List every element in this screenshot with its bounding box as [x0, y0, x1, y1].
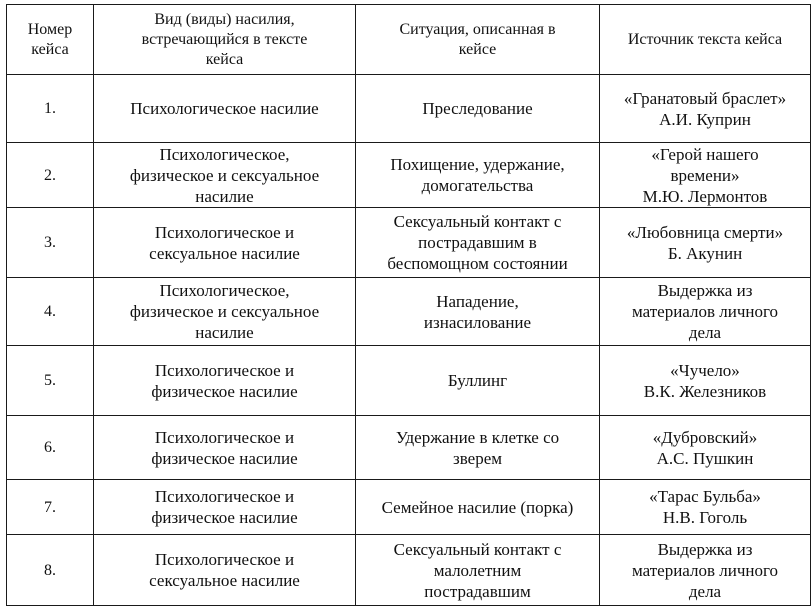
cell-case-number: 6.: [7, 416, 94, 480]
cell-line: Преследование: [422, 99, 533, 118]
cell-case-number: 1.: [7, 75, 94, 143]
cell-line: пострадавшим: [424, 581, 531, 601]
cell-line: Нападение,: [436, 291, 519, 311]
cell-line: Психологическое и: [154, 487, 295, 506]
cell-line: «Дубровский»: [652, 427, 758, 447]
cell-case-number: 4.: [7, 278, 94, 346]
cell-line: Сексуальный контакт с: [393, 539, 562, 559]
cell-line: «Чучело»: [670, 360, 740, 380]
cell-violence-type: [94, 75, 356, 143]
cell-line: Похищение, удержание,: [390, 155, 565, 174]
cell-source: [600, 75, 811, 143]
cell-source: [600, 480, 811, 535]
header-row: [7, 5, 811, 75]
header-case-number: [7, 5, 94, 75]
header-situation: [356, 5, 600, 75]
cell-line: физическое и сексуальное: [129, 165, 320, 185]
header-line: кейса: [31, 40, 69, 58]
cell-line: Буллинг: [447, 371, 508, 390]
table-body: [7, 75, 811, 606]
cell-violence-type: [94, 346, 356, 416]
cell-line: «Любовница смерти»: [626, 222, 784, 242]
cell-case-number: 3.: [7, 208, 94, 278]
cell-situation: [356, 535, 600, 606]
cell-line: Удержание в клетке со: [395, 427, 560, 447]
cell-line: дела: [688, 323, 722, 342]
cell-line: физическое и сексуальное: [129, 302, 320, 321]
cell-line: М.Ю. Лермонтов: [642, 186, 768, 206]
cell-line: Психологическое и: [154, 427, 295, 447]
cell-line: малолетним: [433, 560, 522, 580]
cell-line: «Герой нашего: [651, 144, 759, 164]
table-row: [7, 278, 811, 346]
cell-line: Психологическое и: [154, 360, 295, 380]
header-line: кейсе: [458, 40, 497, 58]
cell-violence-type: [94, 480, 356, 535]
cell-source: [600, 208, 811, 278]
cell-case-number: 8.: [7, 535, 94, 606]
header-line: Источник текста кейса: [627, 30, 783, 48]
cell-line: насилие: [195, 323, 254, 342]
cell-situation: [356, 143, 600, 208]
cell-line: материалов личного: [631, 560, 779, 580]
cell-line: Выдержка из: [657, 539, 753, 559]
cell-line: Психологическое и: [154, 222, 295, 242]
cell-line: Психологическое и: [154, 550, 295, 569]
header-line: кейса: [205, 50, 244, 68]
cell-line: беспомощном состоянии: [387, 254, 568, 273]
cell-line: А.И. Куприн: [659, 109, 751, 129]
cell-line: Психологическое,: [159, 281, 290, 300]
cell-line: изнасилование: [423, 312, 532, 332]
cell-line: времени»: [670, 165, 740, 185]
cell-situation: [356, 278, 600, 346]
cell-line: зверем: [453, 448, 502, 468]
cell-case-number: 5.: [7, 346, 94, 416]
cell-situation: [356, 480, 600, 535]
cell-line: А.С. Пушкин: [656, 448, 754, 468]
cell-line: В.К. Железников: [643, 381, 767, 401]
cell-source: [600, 346, 811, 416]
cell-line: пострадавшим в: [418, 233, 537, 252]
cell-violence-type: [94, 143, 356, 208]
cell-line: Психологическое,: [159, 144, 290, 164]
cell-situation: [356, 75, 600, 143]
cell-violence-type: [94, 416, 356, 480]
cell-violence-type: [94, 535, 356, 606]
table-row: [7, 535, 811, 606]
cell-situation: [356, 208, 600, 278]
table-row: [7, 208, 811, 278]
cell-line: Выдержка из: [657, 281, 753, 300]
cell-case-number: 7.: [7, 480, 94, 535]
header-line: Номер: [27, 20, 73, 38]
table-row: [7, 480, 811, 535]
table-header: [7, 5, 811, 75]
cell-line: сексуальное насилие: [149, 571, 300, 590]
cell-situation: [356, 346, 600, 416]
cell-source: [600, 143, 811, 208]
cell-line: физическое насилие: [151, 508, 298, 527]
cell-source: [600, 278, 811, 346]
table-row: [7, 75, 811, 143]
cell-line: дела: [688, 581, 722, 601]
cell-line: Б. Акунин: [667, 243, 743, 263]
cell-case-number: 2.: [7, 143, 94, 208]
cell-line: сексуальное насилие: [149, 243, 300, 263]
cell-line: домогательства: [421, 176, 534, 195]
header-line: Вид (виды) насилия,: [154, 10, 295, 28]
header-line: встречающийся в тексте: [141, 30, 308, 48]
header-line: Ситуация, описанная в: [399, 20, 556, 38]
cell-line: «Тарас Бульба»: [649, 487, 761, 506]
cell-line: Семейное насилие (порка): [381, 497, 574, 517]
cell-line: «Гранатовый браслет»: [623, 88, 787, 108]
header-source: [600, 5, 811, 75]
table-row: [7, 143, 811, 208]
cell-violence-type: [94, 208, 356, 278]
cell-source: [600, 535, 811, 606]
table-row: [7, 416, 811, 480]
cell-line: Н.В. Гоголь: [662, 508, 748, 527]
cell-line: физическое насилие: [151, 448, 298, 468]
cell-line: Сексуальный контакт с: [393, 212, 562, 231]
cell-line: Психологическое насилие: [130, 99, 319, 118]
cell-line: физическое насилие: [151, 381, 298, 401]
cell-source: [600, 416, 811, 480]
header-violence-type: [94, 5, 356, 75]
cell-line: материалов личного: [631, 302, 779, 321]
cell-situation: [356, 416, 600, 480]
case-table: [6, 4, 811, 606]
table-row: [7, 346, 811, 416]
cell-line: насилие: [195, 186, 254, 206]
cell-violence-type: [94, 278, 356, 346]
